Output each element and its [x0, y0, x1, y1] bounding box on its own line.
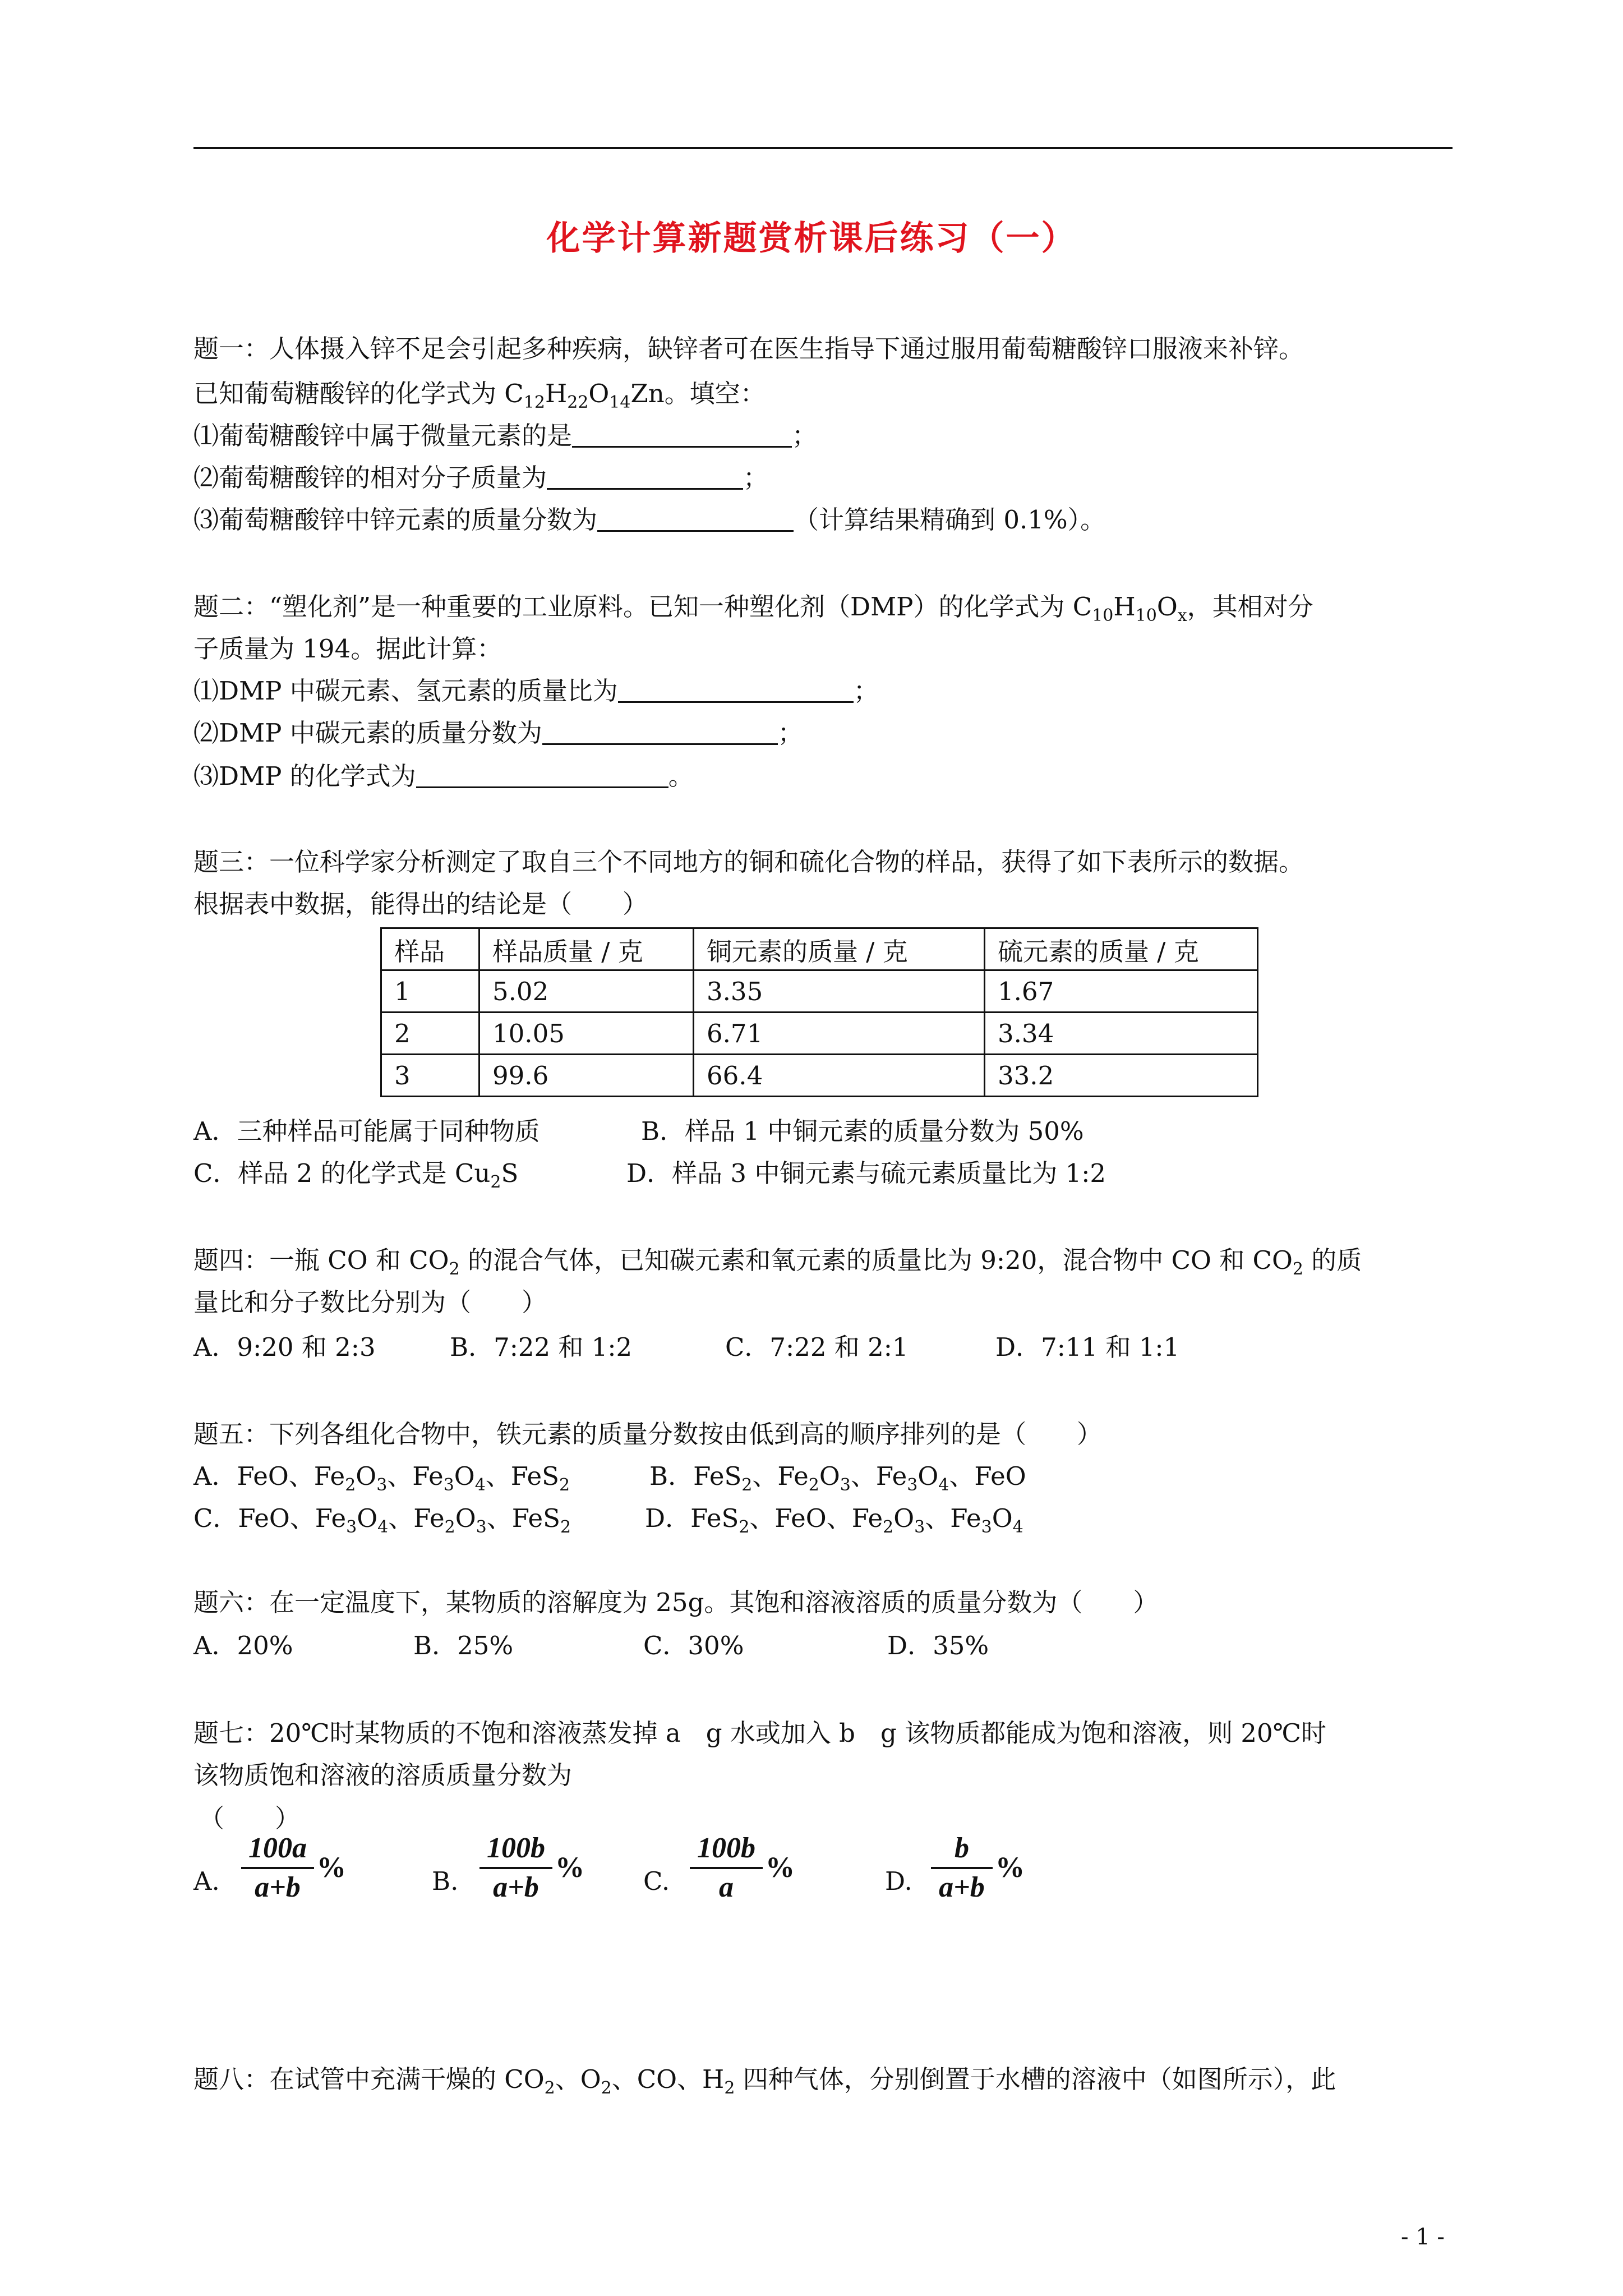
- q1-part1: ⑴葡萄糖酸锌中属于微量元素的是 ；: [193, 421, 818, 450]
- q6-option-b: B．25%: [413, 1631, 514, 1660]
- q4-stem-line1: 题四：一瓶 CO 和 $CO_2$ 的混合气体，已知碳元素和氧元素的质量比为 9:20，混合物中 CO 和 $CO_2$ 的质: [193, 1245, 1362, 1279]
- table-header-cell: 铜元素的质量 / 克: [694, 928, 985, 970]
- table-cell: 10.05: [479, 1013, 694, 1055]
- q2-part1: ⑴DMP 中碳元素、氢元素的质量比为 ；: [193, 676, 879, 706]
- sample-data-table: [380, 927, 1258, 1097]
- answer-blank[interactable]: [618, 675, 854, 703]
- q7-stem-line1: 题七：20℃时某物质的不饱和溶液蒸发掉 a g 水或加入 b g 该物质都能成为饱和溶液，则 20℃时: [193, 1718, 1326, 1748]
- q5-stem: 题五：下列各组化合物中，铁元素的质量分数按由低到高的顺序排列的是（ ）: [193, 1419, 1103, 1449]
- header-rule: [193, 147, 1453, 149]
- q7-option-b-percent: %: [555, 1852, 584, 1884]
- q3-option-a: A．三种样品可能属于同种物质: [193, 1116, 540, 1146]
- q7-option-d-fraction: [931, 1830, 993, 1906]
- table-cell: 5.02: [479, 970, 694, 1013]
- q7-option-c-label: C.: [643, 1866, 670, 1896]
- fraction-denominator: a+b: [939, 1871, 985, 1903]
- fraction-numerator: 100b: [487, 1832, 545, 1864]
- page-number: - 1 -: [1401, 2224, 1445, 2250]
- q4-option-b: B．7:22 和 1:2: [450, 1332, 633, 1362]
- q5-option-d: D．FeS$_2$、FeO、$Fe_2O_3$、$Fe_3O_4$: [645, 1503, 1023, 1537]
- q4-option-a: A．9:20 和 2:3: [193, 1332, 376, 1362]
- table-header-row: [381, 928, 1258, 970]
- answer-blank[interactable]: [542, 717, 778, 745]
- table-row: [381, 970, 1258, 1013]
- table-cell: 2: [381, 1013, 479, 1055]
- q6-option-d: D．35%: [887, 1631, 989, 1660]
- q7-option-a-percent: %: [317, 1852, 346, 1884]
- q7-option-d-percent: %: [995, 1852, 1025, 1884]
- q7-option-b-label: B.: [432, 1866, 459, 1896]
- table-cell: 3.35: [694, 970, 985, 1013]
- table-cell: 66.4: [694, 1055, 985, 1097]
- fraction-denominator: a+b: [255, 1871, 301, 1903]
- q6-option-c: C．30%: [643, 1631, 744, 1660]
- table-cell: 6.71: [694, 1013, 985, 1055]
- q1-stem-line1: 题一：人体摄入锌不足会引起多种疾病，缺锌者可在医生指导下通过服用葡萄糖酸锌口服液来补锌。: [193, 334, 1304, 364]
- answer-blank[interactable]: [416, 761, 668, 788]
- q7-answer-paren: （ ）: [199, 1803, 301, 1833]
- answer-blank[interactable]: [597, 504, 794, 532]
- q5-option-a: A．FeO、$Fe_2O_3$、$Fe_3O_4$、FeS$_2$: [193, 1461, 570, 1495]
- table-cell: 1.67: [985, 970, 1258, 1013]
- table-cell: 1: [381, 970, 479, 1013]
- q7-option-a-label: A.: [193, 1866, 220, 1896]
- table-row: [381, 1013, 1258, 1055]
- q2-stem-line2: 子质量为 194。据此计算：: [193, 634, 502, 664]
- q4-stem-line2: 量比和分子数比分别为（ ）: [193, 1287, 547, 1317]
- q8-stem: 题八：在试管中充满干燥的 $CO_2$、$O_2$、CO、$H_2$ 四种气体，分别倒置于水槽的溶液中（如图所示），此: [193, 2064, 1336, 2098]
- q3-option-d: D．样品 3 中铜元素与硫元素质量比为 1:2: [626, 1158, 1106, 1188]
- q1-part3: ⑶葡萄糖酸锌中锌元素的质量分数为 （计算结果精确到 0.1%）。: [193, 505, 1106, 535]
- fraction-denominator: a: [719, 1871, 734, 1903]
- table-row: [381, 1055, 1258, 1097]
- q2-part3: ⑶DMP 的化学式为 。: [193, 761, 694, 791]
- q5-option-c: C．FeO、$Fe_3O_4$、$Fe_2O_3$、FeS$_2$: [193, 1503, 571, 1537]
- table-header-cell: 硫元素的质量 / 克: [985, 928, 1258, 970]
- fraction-numerator: 100b: [697, 1832, 755, 1864]
- q7-option-a-fraction: [241, 1830, 314, 1906]
- answer-blank[interactable]: [572, 420, 792, 448]
- q3-option-b: B．样品 1 中铜元素的质量分数为 50%: [641, 1116, 1084, 1146]
- q7-option-d-label: D.: [885, 1866, 912, 1896]
- table-cell: 99.6: [479, 1055, 694, 1097]
- table-cell: 3.34: [985, 1013, 1258, 1055]
- fraction-denominator: a+b: [493, 1871, 539, 1903]
- q3-stem-line2: 根据表中数据，能得出的结论是（ ）: [193, 889, 648, 919]
- q6-option-a: A．20%: [193, 1631, 293, 1660]
- q7-option-c-percent: %: [766, 1852, 795, 1884]
- q1-stem-line2: 已知葡萄糖酸锌的化学式为 $C_{12}H_{22}O_{14}Zn$。填空：: [193, 379, 766, 412]
- q7-option-c-fraction: [690, 1830, 763, 1906]
- q4-option-c: C．7:22 和 2:1: [725, 1332, 909, 1362]
- q2-stem-line1: 题二：“塑化剂”是一种重要的工业原料。已知一种塑化剂（DMP）的化学式为 $C_{10}H_{10}O_x$，其相对分: [193, 592, 1313, 625]
- page-title: 化学计算新题赏析课后练习（一）: [546, 219, 1077, 258]
- table-header-cell: 样品: [381, 928, 479, 970]
- q3-option-c: C．样品 2 的化学式是 $Cu_2S$: [193, 1158, 519, 1192]
- q5-option-b: B．FeS$_2$、$Fe_2O_3$、$Fe_3O_4$、FeO: [649, 1461, 1026, 1495]
- q7-stem-line2: 该物质饱和溶液的溶质质量分数为: [193, 1760, 573, 1790]
- table-cell: 3: [381, 1055, 479, 1097]
- q1-part2: ⑵葡萄糖酸锌的相对分子质量为 ；: [193, 463, 769, 493]
- q2-part2: ⑵DMP 中碳元素的质量分数为 ；: [193, 718, 803, 748]
- table-cell: 33.2: [985, 1055, 1258, 1097]
- fraction-numerator: b: [955, 1832, 969, 1864]
- answer-blank[interactable]: [547, 462, 743, 490]
- table-header-cell: 样品质量 / 克: [479, 928, 694, 970]
- q3-stem-line1: 题三：一位科学家分析测定了取自三个不同地方的铜和硫化合物的样品，获得了如下表所示的数据。: [193, 847, 1304, 877]
- q7-option-b-fraction: [479, 1830, 552, 1906]
- q6-stem: 题六：在一定温度下，某物质的溶解度为 25g。其饱和溶液溶质的质量分数为（ ）: [193, 1588, 1159, 1617]
- fraction-numerator: 100a: [248, 1832, 307, 1864]
- q4-option-d: D．7:11 和 1:1: [995, 1332, 1180, 1362]
